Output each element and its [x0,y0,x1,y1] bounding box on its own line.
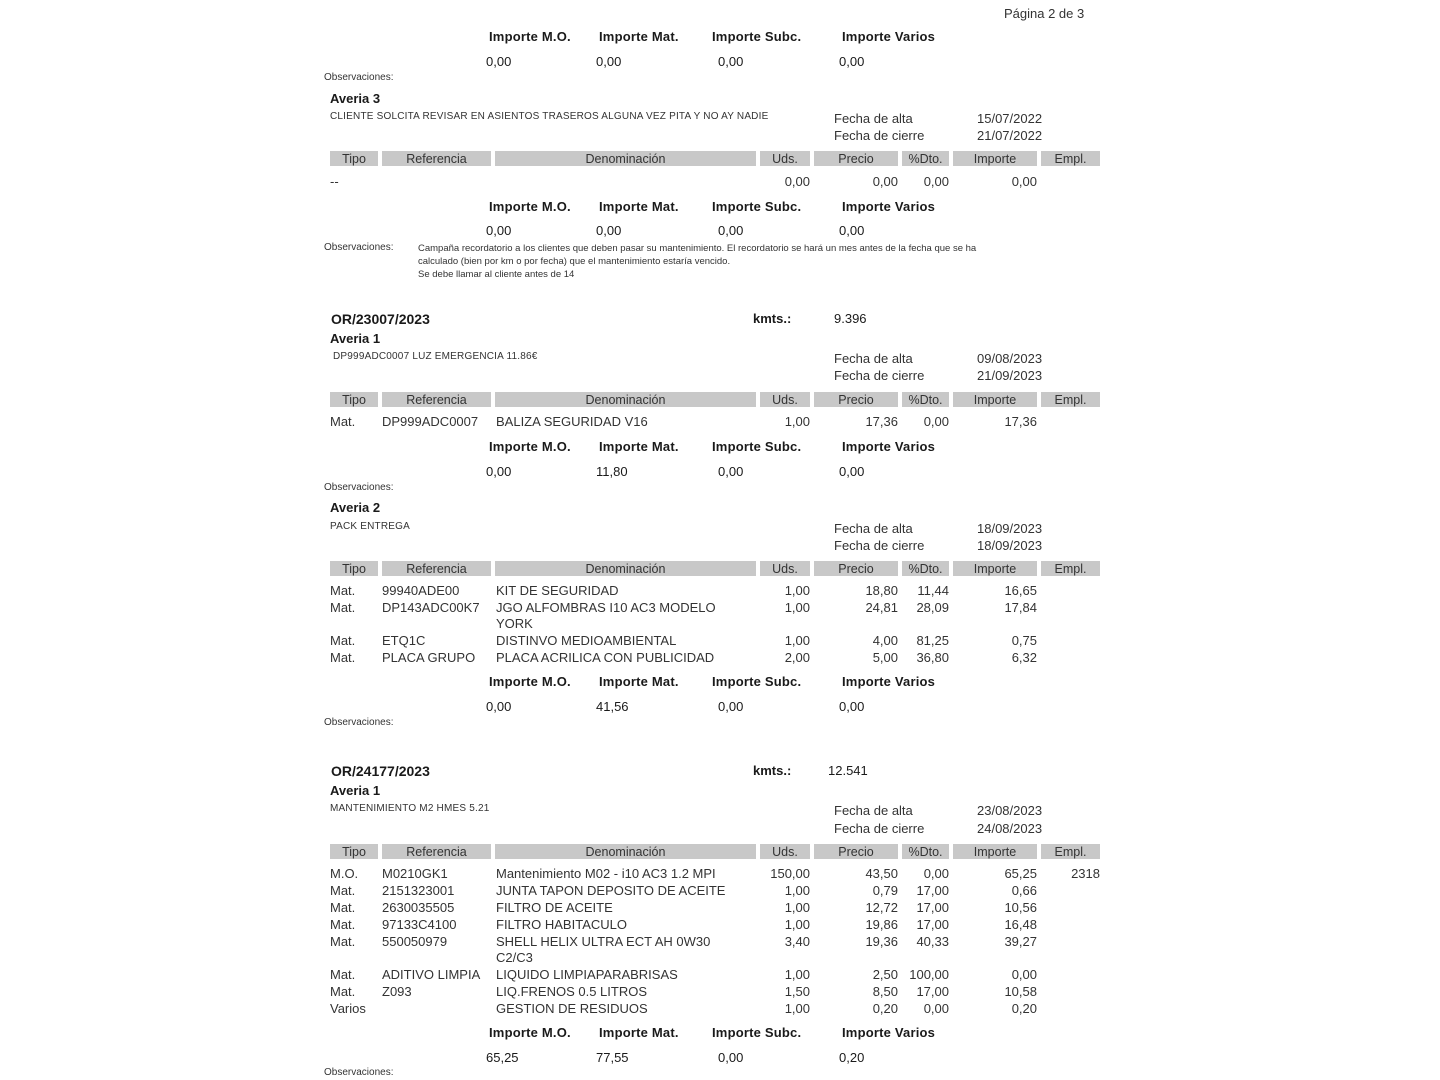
fecha-cierre-label: Fecha de cierre [834,368,925,383]
row-uds: 1,00 [784,633,810,648]
summary-mat-value: 77,55 [596,1050,629,1065]
table-header-cell: %Dto. [902,392,949,407]
fecha-alta-label: Fecha de alta [834,111,913,126]
row-uds: 1,00 [784,1001,810,1016]
row-referencia: DP999ADC0007 [382,414,479,429]
table-header-cell: Referencia [382,844,491,859]
row-importe: 16,65 [1004,583,1037,598]
row-tipo: -- [330,174,339,189]
row-dto: 36,80 [916,650,949,665]
row-tipo: Mat. [330,984,356,999]
row-precio: 24,81 [865,600,898,615]
row-tipo: M.O. [330,866,359,881]
row-tipo: Mat. [330,900,356,915]
or-title: OR/23007/2023 [331,311,430,327]
kmts-label: kmts.: [753,311,792,326]
summary-mo-value: 0,00 [486,54,512,69]
row-denominacion: BALIZA SEGURIDAD V16 [496,414,648,429]
row-dto: 0,00 [923,1001,949,1016]
table-header-cell: Denominación [495,561,756,576]
row-precio: 17,36 [865,414,898,429]
fecha-alta-label: Fecha de alta [834,351,913,366]
row-denominacion: KIT DE SEGURIDAD [496,583,619,598]
summary-subc-value: 0,00 [718,1050,744,1065]
observaciones-line: Se debe llamar al cliente antes de 14 [418,269,575,280]
observaciones-label: Observaciones: [324,1067,394,1078]
row-denominacion-cont: YORK [496,616,533,631]
row-dto: 100,00 [909,967,949,982]
table-header-cell: Empl. [1041,561,1100,576]
row-uds: 3,40 [784,934,810,949]
summary-varios-label: Importe Varios [842,1025,936,1040]
row-dto: 11,44 [917,583,949,598]
row-denominacion: SHELL HELIX ULTRA ECT AH 0W30 [496,934,711,949]
row-denominacion: JUNTA TAPON DEPOSITO DE ACEITE [496,883,726,898]
summary-mat-label: Importe Mat. [599,199,679,214]
table-header-cell: Precio [814,392,898,407]
table-header-cell: Empl. [1041,392,1100,407]
row-uds: 0,00 [784,174,810,189]
row-uds: 1,00 [784,900,810,915]
summary-subc-value: 0,00 [718,699,744,714]
row-denominacion-cont: C2/C3 [496,950,533,965]
row-referencia: ETQ1C [382,633,426,648]
row-importe: 65,25 [1004,866,1037,881]
or-title: OR/24177/2023 [331,763,430,779]
row-precio: 0,79 [872,883,898,898]
summary-subc-label: Importe Subc. [712,674,802,689]
row-uds: 1,00 [784,583,810,598]
row-referencia: M0210GK1 [382,866,448,881]
row-importe: 0,00 [1011,174,1037,189]
fecha-alta-value: 18/09/2023 [977,521,1043,536]
summary-varios-value: 0,20 [839,1050,865,1065]
row-importe: 0,75 [1011,633,1037,648]
fecha-alta-value: 09/08/2023 [977,351,1043,366]
summary-mat-label: Importe Mat. [599,674,679,689]
row-referencia: 2630035505 [382,900,455,915]
observaciones-label: Observaciones: [324,482,394,493]
observaciones-label: Observaciones: [324,717,394,728]
row-importe: 17,36 [1004,414,1037,429]
row-tipo: Mat. [330,600,356,615]
averia-title: Averia 1 [330,783,381,798]
summary-subc-label: Importe Subc. [712,199,802,214]
summary-varios-label: Importe Varios [842,199,936,214]
row-referencia: 2151323001 [382,883,455,898]
row-tipo: Mat. [330,967,356,982]
table-header-cell: Precio [814,844,898,859]
row-precio: 0,00 [872,174,898,189]
summary-subc-label: Importe Subc. [712,1025,802,1040]
row-importe: 10,58 [1004,984,1037,999]
row-denominacion: JGO ALFOMBRAS I10 AC3 MODELO [496,600,716,615]
fecha-cierre-value: 21/07/2022 [977,128,1043,143]
row-precio: 2,50 [872,967,898,982]
row-denominacion: FILTRO HABITACULO [496,917,627,932]
summary-subc-value: 0,00 [718,223,744,238]
summary-mat-value: 0,00 [596,223,622,238]
table-header-cell: Uds. [760,844,810,859]
row-uds: 1,50 [784,984,810,999]
summary-varios-label: Importe Varios [842,674,936,689]
row-dto: 0,00 [923,414,949,429]
row-tipo: Mat. [330,883,356,898]
summary-subc-label: Importe Subc. [712,439,802,454]
summary-varios-label: Importe Varios [842,439,936,454]
summary-mat-value: 41,56 [596,699,629,714]
table-header-cell: Tipo [330,392,378,407]
row-tipo: Mat. [330,414,356,429]
row-referencia: PLACA GRUPO [382,650,476,665]
row-tipo: Mat. [330,583,356,598]
row-precio: 19,36 [865,934,898,949]
table-header-cell: %Dto. [902,561,949,576]
table-header-cell: Empl. [1041,151,1100,166]
row-dto: 0,00 [923,174,949,189]
row-dto: 17,00 [916,917,949,932]
summary-mat-label: Importe Mat. [599,29,679,44]
row-importe: 10,56 [1004,900,1037,915]
table-header-cell: Denominación [495,844,756,859]
row-uds: 2,00 [784,650,810,665]
row-referencia: 99940ADE00 [382,583,460,598]
summary-mo-label: Importe M.O. [489,29,571,44]
fecha-cierre-label: Fecha de cierre [834,538,925,553]
row-dto: 0,00 [923,866,949,881]
averia-description: DP999ADC0007 LUZ EMERGENCIA 11.86€ [333,351,538,362]
observaciones-label: Observaciones: [324,242,394,253]
row-precio: 43,50 [865,866,898,881]
summary-mat-label: Importe Mat. [599,439,679,454]
row-referencia: 97133C4100 [382,917,457,932]
row-tipo: Varios [330,1001,366,1016]
summary-subc-label: Importe Subc. [712,29,802,44]
kmts-label: kmts.: [753,763,792,778]
table-header-cell: Importe [953,151,1037,166]
row-precio: 4,00 [872,633,898,648]
table-header-cell: Referencia [382,392,491,407]
row-dto: 40,33 [916,934,949,949]
row-uds: 1,00 [784,883,810,898]
table-header-cell: Tipo [330,151,378,166]
row-tipo: Mat. [330,650,356,665]
row-importe: 17,84 [1004,600,1037,615]
row-uds: 1,00 [784,967,810,982]
observaciones-line: Campaña recordatorio a los clientes que deben pasar su mantenimiento. El recordatorio se hará un mes antes de la fecha que se ha [418,243,977,254]
fecha-cierre-value: 18/09/2023 [977,538,1043,553]
row-denominacion: LIQUIDO LIMPIAPARABRISAS [496,967,678,982]
fecha-alta-label: Fecha de alta [834,521,913,536]
summary-mo-label: Importe M.O. [489,674,571,689]
table-header-cell: Importe [953,844,1037,859]
fecha-alta-value: 23/08/2023 [977,803,1043,818]
row-precio: 0,20 [872,1001,898,1016]
summary-mat-value: 11,80 [596,464,628,479]
fecha-alta-value: 15/07/2022 [977,111,1043,126]
row-uds: 1,00 [784,414,810,429]
row-dto: 17,00 [916,984,949,999]
row-importe: 39,27 [1004,934,1037,949]
kmts-value: 9.396 [834,311,867,326]
table-header-cell: Importe [953,561,1037,576]
observaciones-text [418,242,1098,281]
summary-varios-value: 0,00 [839,223,865,238]
row-precio: 5,00 [872,650,898,665]
row-denominacion: PLACA ACRILICA CON PUBLICIDAD [496,650,715,665]
averia-title: Averia 3 [330,91,381,106]
table-header-cell: Uds. [760,392,810,407]
row-dto: 81,25 [916,633,949,648]
averia-description: PACK ENTREGA [330,521,411,532]
row-denominacion: LIQ.FRENOS 0.5 LITROS [496,984,647,999]
row-precio: 19,86 [865,917,898,932]
fecha-cierre-label: Fecha de cierre [834,821,925,836]
fecha-cierre-value: 21/09/2023 [977,368,1043,383]
summary-varios-label: Importe Varios [842,29,936,44]
summary-mo-label: Importe M.O. [489,199,571,214]
row-uds: 1,00 [784,917,810,932]
row-denominacion: GESTION DE RESIDUOS [496,1001,648,1016]
table-header-cell: Importe [953,392,1037,407]
summary-mo-label: Importe M.O. [489,439,571,454]
table-header-cell: Denominación [495,151,756,166]
row-tipo: Mat. [330,917,356,932]
row-referencia: Z093 [382,984,412,999]
row-importe: 0,66 [1011,883,1037,898]
summary-varios-value: 0,00 [839,699,865,714]
row-importe: 16,48 [1004,917,1037,932]
table-header-cell: Precio [814,561,898,576]
row-tipo: Mat. [330,934,356,949]
observaciones-line: calculado (bien por km o por fecha) que el mantenimiento estaría vencido. [418,256,731,267]
row-uds: 150,00 [770,866,810,881]
fecha-cierre-label: Fecha de cierre [834,128,925,143]
row-dto: 28,09 [916,600,949,615]
table-header-cell: Precio [814,151,898,166]
row-precio: 12,72 [865,900,898,915]
table-header-cell: Uds. [760,561,810,576]
summary-mo-label: Importe M.O. [489,1025,571,1040]
row-importe: 0,20 [1011,1001,1037,1016]
summary-mo-value: 0,00 [486,699,512,714]
row-precio: 8,50 [872,984,898,999]
summary-varios-value: 0,00 [839,464,865,479]
averia-description: MANTENIMIENTO M2 HMES 5.21 [330,803,490,814]
summary-mat-label: Importe Mat. [599,1025,679,1040]
summary-mo-value: 65,25 [486,1050,519,1065]
table-header-cell: %Dto. [902,844,949,859]
row-empleado: 2318 [1071,866,1100,881]
summary-subc-value: 0,00 [718,464,744,479]
kmts-value: 12.541 [828,763,868,778]
row-uds: 1,00 [784,600,810,615]
row-precio: 18,80 [865,583,898,598]
row-dto: 17,00 [916,900,949,915]
table-header-cell: Referencia [382,151,491,166]
row-referencia: ADITIVO LIMPIA [382,967,481,982]
averia-description: CLIENTE SOLCITA REVISAR EN ASIENTOS TRASEROS ALGUNA VEZ PITA Y NO AY NADIE [330,111,769,122]
fecha-alta-label: Fecha de alta [834,803,913,818]
fecha-cierre-value: 24/08/2023 [977,821,1043,836]
averia-title: Averia 1 [330,331,381,346]
row-denominacion: FILTRO DE ACEITE [496,900,613,915]
row-tipo: Mat. [330,633,356,648]
table-header-cell: Referencia [382,561,491,576]
observaciones-label: Observaciones: [324,72,394,83]
table-header-cell: %Dto. [902,151,949,166]
averia-title: Averia 2 [330,500,381,515]
table-header-cell: Empl. [1041,844,1100,859]
table-header-cell: Tipo [330,844,378,859]
row-importe: 0,00 [1011,967,1037,982]
row-importe: 6,32 [1011,650,1037,665]
table-header-cell: Tipo [330,561,378,576]
row-dto: 17,00 [916,883,949,898]
table-header-cell: Denominación [495,392,756,407]
summary-mo-value: 0,00 [486,464,512,479]
page-number: Página 2 de 3 [1004,6,1085,21]
row-denominacion: Mantenimiento M02 - i10 AC3 1.2 MPI [496,866,716,881]
summary-mat-value: 0,00 [596,54,622,69]
table-header-cell: Uds. [760,151,810,166]
row-denominacion: DISTINVO MEDIOAMBIENTAL [496,633,677,648]
row-referencia: DP143ADC00K7 [382,600,480,615]
summary-mo-value: 0,00 [486,223,512,238]
row-referencia: 550050979 [382,934,448,949]
summary-subc-value: 0,00 [718,54,744,69]
summary-varios-value: 0,00 [839,54,865,69]
